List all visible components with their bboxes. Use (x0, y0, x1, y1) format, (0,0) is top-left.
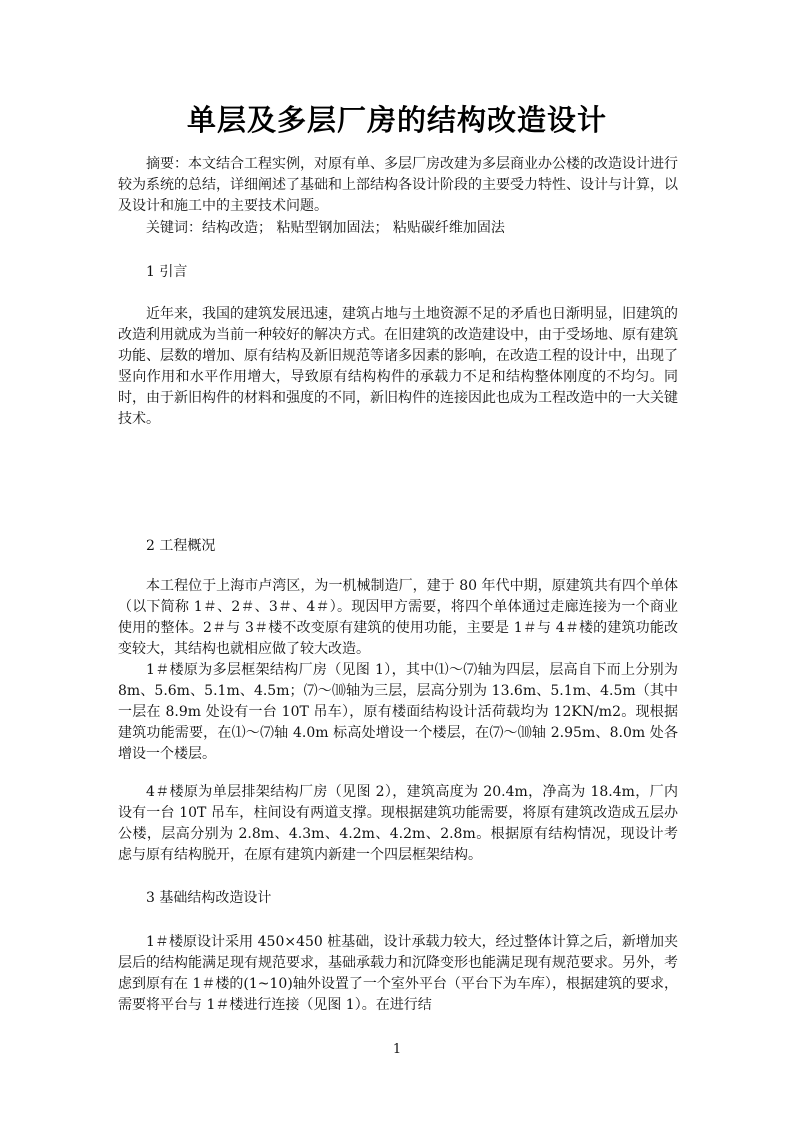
section-heading-foundation: 3 基础结构改造设计 (146, 890, 272, 906)
document-title: 单层及多层厂房的结构改造设计 (186, 103, 607, 137)
paragraph-overview-3: 4＃楼原为单层排架结构厂房（见图 2），建筑高度为 20.4m，净高为 18.4m，厂内设有一台 10T 吊车，柱间设有两道支撑。现根据建筑功能需要，将原有建筑改造成五层办公楼，层高分别为 2.8m、4.3m、4.2m、4.2m、2.8m。根据原有结构情况，现设计考虑与原有结构脱开，在原有建筑内新建一个四层框架结构。 (118, 784, 678, 863)
section-heading-overview: 2 工程概况 (146, 538, 216, 554)
paragraph-intro: 近年来，我国的建筑发展迅速，建筑占地与土地资源不足的矛盾也日渐明显，旧建筑的改造利用就成为当前一种较好的解决方式。在旧建筑的改造建设中，由于受场地、原有建筑功能、层数的增加、原有结构及新旧规范等诸多因素的影响，在改造工程的设计中，出现了竖向作用和水平作用增大，导致原有结构构件的承载力不足和结构整体刚度的不均匀。同时，由于新旧构件的材料和强度的不同，新旧构件的连接因此也成为工程改造中的一大关键技术。 (118, 306, 678, 427)
paragraph-overview-1: 本工程位于上海市卢湾区，为一机械制造厂，建于 80 年代中期，原建筑共有四个单体（以下简称 1＃、2＃、3＃、4＃）。现因甲方需要，将四个单体通过走廊连接为一个商业使用的整体。2＃与 3＃楼不改变原有建筑的使用功能，主要是 1＃与 4＃楼的建筑功能改变较大，其结构也就相应做了较大改造。 (118, 578, 678, 657)
paragraph-foundation: 1＃楼原设计采用 450×450 桩基础，设计承载力较大，经过整体计算之后，新增加夹层后的结构能满足现有规范要求，基础承载力和沉降变形也能满足现有规范要求。另外，考虑到原有在 1＃楼的(1~10)轴外设置了一个室外平台（平台下为车库），根据建筑的要求，需要将平台与 1＃楼进行连接（见图 1）。在进行结 (118, 934, 678, 1013)
page-number: 1 (392, 1042, 402, 1057)
keywords: 关键词：结构改造； 粘贴型钢加固法； 粘贴碳纤维加固法 (146, 220, 505, 236)
abstract: 摘要：本文结合工程实例，对原有单、多层厂房改建为多层商业办公楼的改造设计进行较为系统的总结，详细阐述了基础和上部结构各设计阶段的主要受力特性、设计与计算，以及设计和施工中的主要技术问题。 (118, 156, 678, 214)
section-heading-intro: 1 引言 (146, 264, 188, 280)
paragraph-overview-2: 1＃楼原为多层框架结构厂房（见图 1），其中⑴～⑺轴为四层，层高自下而上分别为 8m、5.6m、5.1m、4.5m；⑺～⑽轴为三层，层高分别为 13.6m、5.1m、4.5m（其中一层在 8.9m 处设有一台 10T 吊车），原有楼面结构设计活荷载均为 12KN/m2。现根据建筑功能需要，在⑴～⑺轴 4.0m 标高处增设一个楼层，在⑺～⑽轴 2.95m、8.0m 处各增设一个楼层。 (118, 662, 678, 762)
